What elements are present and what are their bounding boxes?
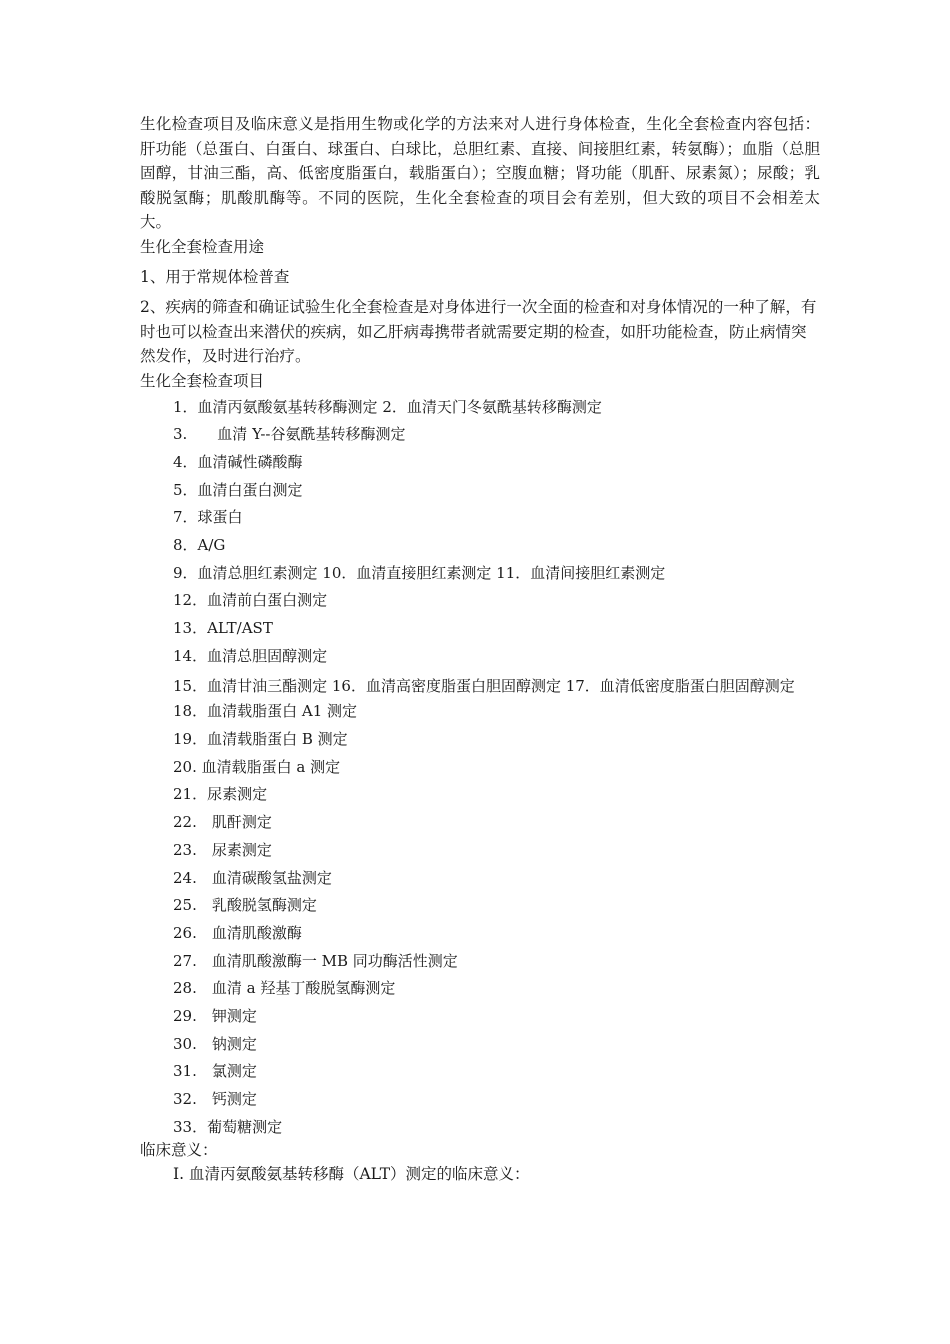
list-item: 3. 血清 Y--谷氨酰基转移酶测定 [173,425,406,444]
list-item: 32. 钙测定 [173,1090,257,1108]
list-item: 19．血清载脂蛋白 B 测定 [173,730,348,749]
list-item: 25. 乳酸脱氢酶测定 [173,896,317,915]
list-item: 26. 血清肌酸激酶 [173,923,302,942]
list-item: 29. 钾测定 [173,1006,257,1025]
list-item: 12．血清前白蛋白测定 [173,591,328,610]
projects-list [173,397,820,1138]
list-item: 33．葡萄糖测定 [173,1117,283,1136]
intro-paragraph: 生化检查项目及临床意义是指用生物或化学的方法来对人进行身体检查，生化全套检查内容包括：肝功能（总蛋白、白蛋白、球蛋白、白球比，总胆红素、直接、间接胆红素，转氨酶）；血脂（总胆固醇，甘油三酯，高、低密度脂蛋白，载脂蛋白）；空腹血糖；肾功能（肌酐、尿素氮）；尿酸；乳酸脱氢酶；肌酸肌酶等。不同的医院，生化全套检查的项目会有差别，但大致的项目不会相差太大。 [140,115,820,231]
list-item: 22. 肌酐测定 [173,813,272,832]
clinical-item-1: I. 血清丙氨酸氨基转移酶（ALT）测定的临床意义： [173,1164,530,1183]
list-item: 4．血清碱性磷酸酶 [173,452,303,471]
list-item: 28. 血清 a 羟基丁酸脱氢酶测定 [173,979,396,998]
list-item: 7．球蛋白 [173,508,243,527]
projects-heading: 生化全套检查项目 [140,371,265,390]
list-item: 9．血清总胆红素测定 10．血清直接胆红素测定 11．血清间接胆红素测定 [173,563,666,582]
list-item: 20. 血清载脂蛋白 a 测定 [173,757,341,776]
list-item: 14．血清总胆固醇测定 [173,646,328,665]
list-item: 13．ALT/AST [173,619,273,637]
list-item: 5．血清白蛋白测定 [173,480,303,499]
list-item: 23. 尿素测定 [173,840,272,859]
list-item: 27. 血清肌酸激酶一 MB 同功酶活性测定 [173,951,458,970]
list-item: 31. 氯测定 [173,1062,257,1081]
uses-item-1: 1、用于常规体检普查 [140,267,290,286]
uses-heading: 生化全套检查用途 [140,237,265,256]
list-item: 18．血清载脂蛋白 A1 测定 [173,702,357,721]
list-item: 1．血清丙氨酸氨基转移酶测定 2．血清天门冬氨酰基转移酶测定 [173,397,602,416]
list-item: 24. 血清碳酸氢盐测定 [173,868,332,887]
list-item: 8．A/G [173,535,226,554]
list-item: 21．尿素测定 [173,785,268,804]
list-item: 30. 钠测定 [173,1034,257,1053]
uses-item-2: 2、疾病的筛查和确证试验生化全套检查是对身体进行一次全面的检查和对身体情况的一种了解，有时也可以检查出来潜伏的疾病，如乙肝病毒携带者就需要定期的检查，如肝功能检查，防止病情突然发作，及时进行治疗。 [140,298,817,365]
document-page [140,112,820,1186]
clinical-heading: 临床意义： [140,1140,218,1159]
list-item: 15．血清甘油三酯测定 16．血清高密度脂蛋白胆固醇测定 17．血清低密度脂蛋白胆固醇测定 [173,677,795,696]
